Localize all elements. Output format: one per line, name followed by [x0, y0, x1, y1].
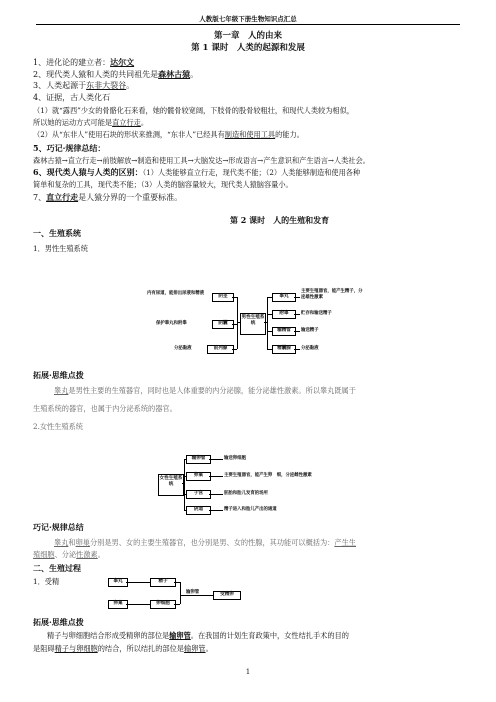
label-scrotum-func: 保护睾丸和附睾	[156, 321, 187, 326]
extension-1-heading: 拓展·思维点拨	[33, 370, 84, 380]
point-7: 7、直立行走是人猿分界的一个重要标准。	[33, 192, 183, 202]
point-2: 2、现代类人猿和人类的共同祖先是森林古猿。	[33, 69, 199, 79]
label-epididymis-func: 贮存和输送精子	[301, 311, 332, 316]
tip-text: 睾丸和卵巢分别是男、女的主要生殖器官，也分别是男、女的性腺，其功能可以概括为：产生生	[54, 538, 356, 547]
label-oviduct-site: 输卵管	[186, 590, 200, 595]
point-6-cont: 简单和复杂的工具，现代类不能；（3）人类的脑容量较大，现代类人猿脑容量小。	[33, 180, 293, 189]
extension-1-text-cont: 生殖系统的器官，也属于内分泌系统的器官。	[33, 404, 177, 413]
box-seminal-vesicle: 精囊腺	[272, 345, 296, 354]
box-scrotum: 阴囊	[212, 320, 234, 329]
point-5: 5、巧记·规律总结：	[33, 143, 106, 153]
female-system-heading: 2.女性生殖系统	[33, 422, 83, 431]
label-uterus-func: 胚胎和胎儿发育的场所	[224, 491, 268, 496]
label-penis-func: 内有尿道，能排出尿液和精液	[147, 291, 205, 296]
label-vagina-func: 精子进入和胎儿产出的通道	[224, 507, 277, 512]
tip-text-cont: 殖细胞、分泌性激素。	[33, 550, 105, 559]
extension-2-text: 精子与卵细胞结合形成受精卵的部位是输卵管。在我国的计划生育政策中，女性结扎手术的目的	[47, 631, 349, 640]
extension-2-heading: 拓展·思维点拨	[33, 617, 84, 627]
label-ovary-func: 主要生殖器官，能产生卵 细，分泌雌性激素	[224, 473, 312, 478]
box-ovary: 卵巢	[186, 472, 211, 481]
box-sperm: 精子	[150, 578, 176, 587]
box-oviduct: 输卵管	[186, 455, 211, 464]
point-4-2: （2）从“东非人”使用石块的形状来推测，“东非人”已经具有制造和使用工具的能力。	[33, 130, 304, 139]
box-vagina: 阴道	[186, 506, 211, 515]
tip-heading: 巧记·规律总结	[33, 522, 84, 532]
box-epididymis: 附睾	[272, 310, 296, 319]
box-prostate: 前列腺	[207, 345, 234, 354]
label-prostate-func: 分泌黏液	[174, 346, 192, 351]
box-fert-ovary: 卵巢	[108, 600, 128, 609]
box-female-system: 女性生殖系统	[158, 474, 184, 496]
label-testis-func: 主要生殖器官，能产生精子，分泌雄性激素	[301, 289, 363, 300]
lesson-1-title: 第 1 课时 人类的起源和发展	[191, 43, 305, 53]
point-4-1-cont: 所以她的运动方式可能是直立行走。	[33, 118, 149, 127]
label-vas-func: 输送精子	[301, 328, 319, 333]
male-system-heading: 1．男性生殖系统	[33, 244, 88, 253]
extension-1-text: 睾丸是男性主要的生殖器官，同时也是人体重要的内分泌腺，能分泌雄性激素。所以睾丸既属于	[54, 386, 356, 395]
point-3: 3、人类起源于东非大裂谷。	[33, 81, 135, 90]
label-vesicle-func: 分泌黏液	[301, 346, 319, 351]
extension-2-text-cont: 是阻碍精子与卵细胞的结合，所以结扎的部位是输卵管。	[33, 644, 213, 653]
point-4-1: （1）就“露西”少女的骨骼化石来看，她的髋骨较宽阔，下肢骨的股骨较粗壮，和现代人类较为相似，	[33, 106, 354, 115]
point-4: 4、证据，古人类化石	[33, 93, 111, 102]
section-reproductive-system: 一、生殖系统	[33, 228, 81, 238]
box-vas-deferens: 输精管	[272, 327, 296, 336]
box-testis: 睾丸	[272, 293, 296, 302]
header-rule	[36, 24, 460, 25]
page-number: 1	[245, 668, 251, 676]
page-header: 人教版七年级下册生物知识点汇总	[199, 15, 297, 23]
box-fert-testis: 睾丸	[108, 578, 128, 587]
fertilization-heading: 1．受精	[33, 577, 60, 586]
point-6: 6、现代类人猿与人类的区别：（1）人类能够直立行走，现代类不能；（2）人类能够制造和使用各种	[33, 167, 361, 177]
box-male-system: 男性生殖系统	[240, 313, 266, 335]
evolution-sequence: 森林古猿→直立行走→前肢解放→制造和使用工具→大脑发达→形成语言→产生意识和产生语言→人类社会。	[33, 156, 370, 165]
point-1: 1、进化论的建立者：达尔文	[33, 57, 135, 67]
section-reproduction-process: 二、生殖过程	[33, 563, 81, 573]
box-penis: 阴茎	[212, 293, 234, 302]
label-oviduct-func: 输送卵细胞	[224, 456, 246, 461]
chapter-title: 第一章 人的由来	[213, 31, 282, 41]
box-zygote: 受精卵	[213, 591, 241, 600]
box-uterus: 子宫	[186, 490, 211, 499]
lesson-2-title: 第 2 课时 人的生殖和发育	[230, 215, 330, 225]
box-egg: 卵细胞	[150, 600, 176, 609]
